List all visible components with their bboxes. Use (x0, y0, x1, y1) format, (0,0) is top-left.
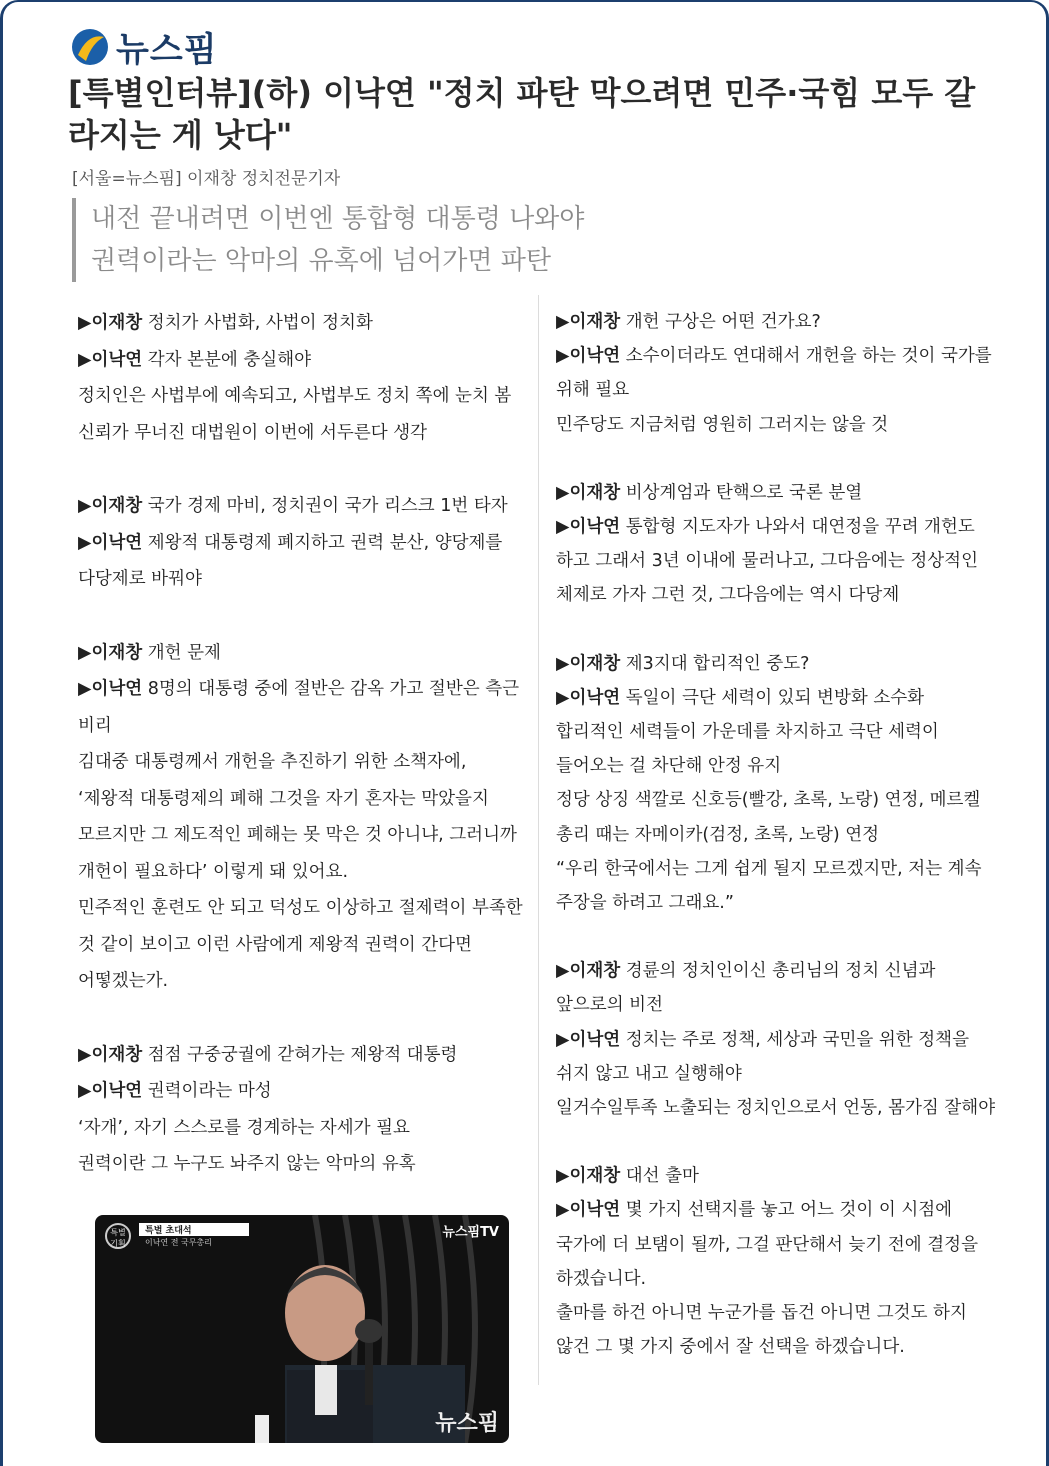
interview-line (556, 1023, 996, 1057)
speaker-name: ▶이낙연 (78, 679, 143, 699)
speaker-name: ▶이낙연 (78, 1081, 143, 1101)
interview-text: 하고 그래서 3년 이내에 물러나고, 그다음에는 정상적인 (556, 551, 978, 572)
subhead-line: 권력이라는 악마의 유혹에 넘어가면 파탄 (91, 246, 552, 276)
interview-line (556, 476, 996, 510)
interview-line (78, 378, 533, 415)
special-feature-badge: 특별 기획 (105, 1223, 131, 1249)
interview-text: ‘제왕적 대통령제의 폐해 그것을 자기 혼자는 막았을지 (78, 788, 489, 809)
interview-line (78, 305, 533, 342)
interview-line (556, 988, 996, 1022)
interview-line (78, 708, 533, 745)
interview-line (78, 781, 533, 818)
subhead-line: 내전 끝내려면 이번엔 통합형 대통령 나와야 (91, 204, 585, 234)
interview-line (556, 1091, 996, 1125)
interview-line (78, 635, 533, 672)
interview-line (78, 415, 533, 452)
interview-line (556, 647, 996, 681)
interview-line (78, 854, 533, 891)
interview-line (556, 852, 996, 886)
column-divider (538, 295, 539, 1385)
left-column (78, 305, 533, 1183)
newspim-logo-icon (70, 27, 110, 67)
interview-text: 정치인은 사법부에 예속되고, 사법부도 정치 쪽에 눈치 봄 (78, 386, 512, 406)
site-logo[interactable] (70, 22, 218, 71)
interview-line (556, 1057, 996, 1091)
interview-text: 하겠습니다. (556, 1268, 647, 1289)
interview-line (78, 927, 533, 964)
interview-text: 경륜의 정치인이신 총리님의 정치 신념과 (620, 961, 936, 982)
speaker-name: ▶이낙연 (556, 517, 621, 538)
paragraph-gap (556, 442, 996, 476)
interview-line (556, 886, 996, 920)
interview-text: 제왕적 대통령제 폐지하고 권력 분산, 양당제를 (142, 532, 503, 553)
interview-text: 정당 상징 색깔로 신호등(빨강, 초록, 노랑) 연정, 메르켈 (556, 790, 981, 811)
interview-text: 8명의 대통령 중에 절반은 감옥 가고 절반은 측근 (142, 679, 520, 699)
interview-line (78, 1146, 533, 1183)
interview-line (556, 1193, 996, 1227)
interview-text: 정치가 사법화, 사법이 정치화 (142, 313, 373, 333)
interview-text: 것 같이 보이고 이런 사람에게 제왕적 권력이 간다면 (78, 934, 472, 955)
interview-line (556, 373, 996, 407)
interview-text: 합리적인 세력들이 가운데를 차지하고 극단 세력이 (556, 722, 939, 743)
interview-text: 독일이 극단 세력이 있되 변방화 소수화 (620, 687, 925, 708)
paragraph-gap (78, 451, 533, 488)
speaker-name: ▶이낙연 (556, 1029, 621, 1050)
video-lower-third (139, 1223, 249, 1249)
paragraph-gap (556, 1125, 996, 1159)
speaker-name: ▶이재창 (78, 642, 143, 663)
paragraph-gap (556, 613, 996, 647)
interview-text: 쉬지 않고 내고 실행해야 (556, 1063, 742, 1084)
speaker-name: ▶이재창 (78, 1044, 143, 1065)
interview-line (78, 963, 533, 1000)
interview-text: 다당제로 바꿔야 (78, 569, 202, 589)
interview-line (78, 671, 533, 708)
interview-text: 총리 때는 자메이카(검정, 초록, 노랑) 연정 (556, 824, 880, 845)
article-headline: [특별인터뷰](하) 이낙연 "정치 파탄 막으려면 민주·국힘 모두 갈라지는 게 낫다" (68, 74, 976, 154)
interview-text: 비리 (78, 715, 112, 736)
interview-line (78, 488, 533, 525)
interview-text: 신뢰가 무너진 대법원이 이번에 서두른다 생각 (78, 422, 428, 443)
interview-line (78, 744, 533, 781)
speaker-name: ▶이낙연 (556, 346, 621, 367)
interview-text: “우리 한국에서는 그게 쉽게 될지 모르겠지만, 저는 계속 (556, 858, 982, 879)
interview-text: 일거수일투족 노출되는 정치인으로서 언동, 몸가짐 잘해야 (556, 1098, 996, 1119)
interview-line (556, 954, 996, 988)
interview-line (556, 1296, 996, 1330)
speaker-name: ▶이재창 (556, 961, 621, 982)
interview-text: 주장을 하려고 그래요.” (556, 893, 734, 914)
brand-name: 뉴스핌 (116, 30, 218, 70)
interview-line (556, 715, 996, 749)
paragraph-gap (556, 920, 996, 954)
interview-line (556, 1262, 996, 1296)
interview-text: 몇 가지 선택지를 놓고 어느 것이 이 시점에 (620, 1200, 953, 1221)
interview-text: 제3지대 합리적인 중도? (620, 653, 810, 674)
interview-text: 모르지만 그 제도적인 폐해는 못 막은 것 아니냐, 그러니까 (78, 825, 517, 845)
interview-line (556, 544, 996, 578)
interview-line (556, 1159, 996, 1193)
interview-line (78, 817, 533, 854)
interview-text: 개헌 구상은 어떤 건가요? (620, 312, 821, 332)
speaker-name: ▶이재창 (556, 312, 621, 332)
interview-line (78, 525, 533, 562)
interview-text: 통합형 지도자가 나와서 대연정을 꾸려 개헌도 (620, 517, 975, 538)
interview-line (556, 1228, 996, 1262)
speaker-name: ▶이재창 (556, 482, 621, 503)
interview-line (556, 783, 996, 817)
interview-line (556, 818, 996, 852)
interview-text: 어떻겠는가. (78, 971, 169, 991)
interview-line (78, 890, 533, 927)
interview-text: 민주당도 지금처럼 영원히 그러지는 않을 것 (556, 414, 889, 435)
interview-line (556, 408, 996, 442)
paragraph-gap (78, 598, 533, 635)
interview-line (556, 681, 996, 715)
interview-text: ‘자개’, 자기 스스로를 경계하는 자세가 필요 (78, 1117, 410, 1138)
interview-text: 대선 출마 (620, 1166, 699, 1187)
interview-text: 점점 구중궁궐에 갇혀가는 제왕적 대통령 (142, 1044, 458, 1065)
video-channel-name: 뉴스핌TV (442, 1225, 499, 1240)
video-watermark: 뉴스핌 (435, 1411, 499, 1436)
interview-text: 국가 경제 마비, 정치권이 국가 리스크 1번 타자 (142, 496, 508, 516)
interview-text: 김대중 대통령께서 개헌을 추진하기 위한 소책자에, (78, 752, 467, 772)
interview-line (556, 578, 996, 612)
interview-text: 민주적인 훈련도 안 되고 덕성도 이상하고 절제력이 부족한 (78, 898, 523, 918)
paragraph-gap (78, 1000, 533, 1037)
interview-text: 들어오는 걸 차단해 안정 유지 (556, 756, 782, 777)
video-label-title: 특별 초대석 (139, 1223, 249, 1236)
interview-text: 각자 본분에 충실해야 (142, 349, 312, 370)
speaker-name: ▶이재창 (556, 653, 621, 674)
interview-line (556, 339, 996, 373)
speaker-name: ▶이재창 (78, 496, 143, 516)
speaker-name: ▶이낙연 (78, 349, 143, 370)
interview-text: 권력이란 그 누구도 놔주지 않는 악마의 유혹 (78, 1154, 416, 1174)
interview-text: 체제로 가자 그런 것, 그다음에는 역시 다당제 (556, 585, 900, 606)
speaker-name: ▶이재창 (78, 313, 143, 333)
interview-text: 개헌이 필요하다’ 이렇게 돼 있어요. (78, 861, 349, 882)
interview-text: 앞으로의 비전 (556, 995, 663, 1016)
interview-text: 비상계엄과 탄핵으로 국론 분열 (620, 482, 863, 503)
speaker-name: ▶이낙연 (556, 1200, 621, 1221)
interview-text: 위해 필요 (556, 380, 630, 401)
interview-text: 권력이라는 마성 (142, 1081, 272, 1101)
article-subhead (72, 198, 691, 282)
interview-line (78, 342, 533, 379)
interview-text: 출마를 하건 아니면 누군가를 돕건 아니면 그것도 하지 (556, 1303, 967, 1324)
interview-text: 소수이더라도 연대해서 개헌을 하는 것이 국가를 (620, 346, 992, 367)
speaker-name: ▶이낙연 (556, 687, 621, 708)
video-thumbnail[interactable] (95, 1215, 509, 1443)
right-column (556, 305, 996, 1364)
interview-text: 정치는 주로 정책, 세상과 국민을 위한 정책을 (620, 1029, 969, 1050)
video-label-sub: 이낙연 전 국무총리 (145, 1238, 212, 1247)
interview-line (556, 1330, 996, 1364)
interview-line (78, 1037, 533, 1074)
speaker-name: ▶이재창 (556, 1166, 621, 1187)
speaker-name: ▶이낙연 (78, 532, 143, 553)
interview-line (78, 1110, 533, 1147)
interview-text: 국가에 더 보탬이 될까, 그걸 판단해서 늦기 전에 결정을 (556, 1234, 978, 1255)
interview-text: 않건 그 몇 가지 중에서 잘 선택을 하겠습니다. (556, 1337, 905, 1358)
interview-line (556, 749, 996, 783)
interview-text: 개헌 문제 (142, 642, 221, 663)
interview-line (556, 305, 996, 339)
article-byline: [서울=뉴스핌] 이재창 정치전문기자 (72, 169, 341, 189)
interview-line (78, 561, 533, 598)
interview-line (556, 510, 996, 544)
interview-line (78, 1073, 533, 1110)
